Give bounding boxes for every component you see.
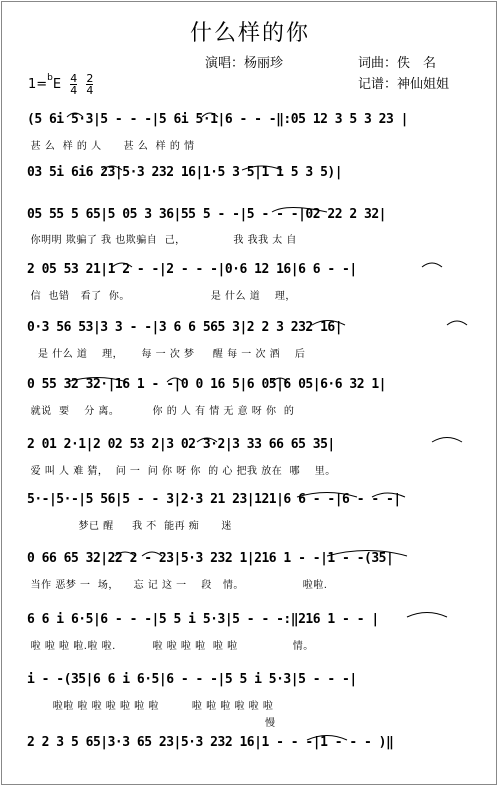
notes-line-11: i - -(35|6 6 i 6·5|6 - - -|5 5 i 5·3|5 - - -| [27, 672, 357, 687]
time-signature-2-bottom: 4 [86, 84, 94, 97]
time-signature-1-bottom: 4 [70, 84, 78, 97]
transcriber-credit: 记谱：神仙姐姐 [358, 77, 450, 92]
lyrics-line-8: 梦已 醒 我 不 能再 痴 迷 [27, 521, 232, 532]
key-letter: E [52, 77, 62, 92]
song-title: 什么样的你 [189, 21, 310, 46]
notes-line-3: 05 55 5 65|5 05 3 36|55 5 - -|5 - - -|02 22 2 32| [27, 207, 387, 222]
time-signature-2-top: 2 [86, 72, 94, 85]
lyrics-line-5: 是 什么 道 理， 每 一 次 梦 醒 每 一 次 酒 后 [27, 349, 306, 360]
notes-line-5: 0·3 56 53|3 3 - -|3 6 6 565 3|2 2 3 232 16| [27, 320, 343, 335]
lyrics-line-10: 啦 啦 啦 啦.啦 啦. 啦 啦 啦 啦 啦 啦 情。 [27, 641, 314, 652]
lyrics-line-4: 信 也错 看了 你。 是 什么 道 理， [27, 291, 296, 302]
notes-line-8: 5·-|5·-|5 56|5 - - 3|2·3 21 23|121|6 6 - -|6 - - -| [27, 492, 401, 507]
singer-credit: 演唱：杨丽珍 [205, 56, 284, 71]
notes-line-1: (5 6i 5·3|5 - - -|5 6i 5·1|6 - - -‖:05 12 3 5 3 23 | [27, 112, 408, 127]
time-signature-2 [86, 73, 93, 96]
lyrics-line-7: 爱 叫 人 难 猜， 问 一 问 你 呀 你 的 心 把我 放在 哪 里。 [27, 466, 336, 477]
lyrics-line-9: 当作 恶梦 一 场， 忘 记 这 一 段 情。 啦啦. [27, 580, 328, 591]
notes-line-9: 0 66 65 32|22 2 - 23|5·3 232 1|216 1 - -|1 - -(35| [27, 551, 394, 566]
key-flat: b [47, 73, 53, 83]
lyrics-line-3: 你明明 欺骗了 我 也欺骗自 己， 我 我我 太 自 [27, 235, 297, 246]
lyrics-line-6: 就说 要 分 离。 你 的 人 有 情 无 意 呀 你 的 [27, 406, 295, 417]
notes-line-10: 6 6 i 6·5|6 - - -|5 5 i 5·3|5 - - -:‖216 1 - - | [27, 612, 379, 627]
notes-line-4: 2 05 53 21|1 2 - -|2 - - -|0·6 12 16|6 6 - -| [27, 262, 357, 277]
time-signature-1 [70, 73, 77, 96]
notes-line-2: 03 5i 6i6 23|5·3 232 16|1·5 3 5|1 1 5 3 5)| [27, 165, 343, 180]
tempo-mark-slow: 慢 [265, 718, 275, 729]
notes-line-12: 2 2 3 5 65|3·3 65 23|5·3 232 16|1 - - -|1 - - - )‖ [27, 735, 394, 750]
key-prefix: 1= [28, 77, 48, 92]
lyrics-line-11: 啦啦 啦 啦 啦 啦 啦 啦 啦 啦 啦 啦 啦 啦 [27, 701, 274, 712]
lyricist-credit: 词曲：佚 名 [358, 56, 437, 71]
notes-line-6: 0 55 32 32·|16 1 - -|0 0 16 5|6 05|6 05|6·6 32 1| [27, 377, 387, 392]
notes-line-7: 2 01 2·1|2 02 53 2|3 02 3·2|3 33 66 65 35| [27, 437, 335, 452]
key-signature [28, 73, 93, 96]
time-signature-1-top: 4 [70, 72, 78, 85]
lyrics-line-1: 甚 么 样 的 人 甚 么 样 的 情 [27, 141, 195, 152]
